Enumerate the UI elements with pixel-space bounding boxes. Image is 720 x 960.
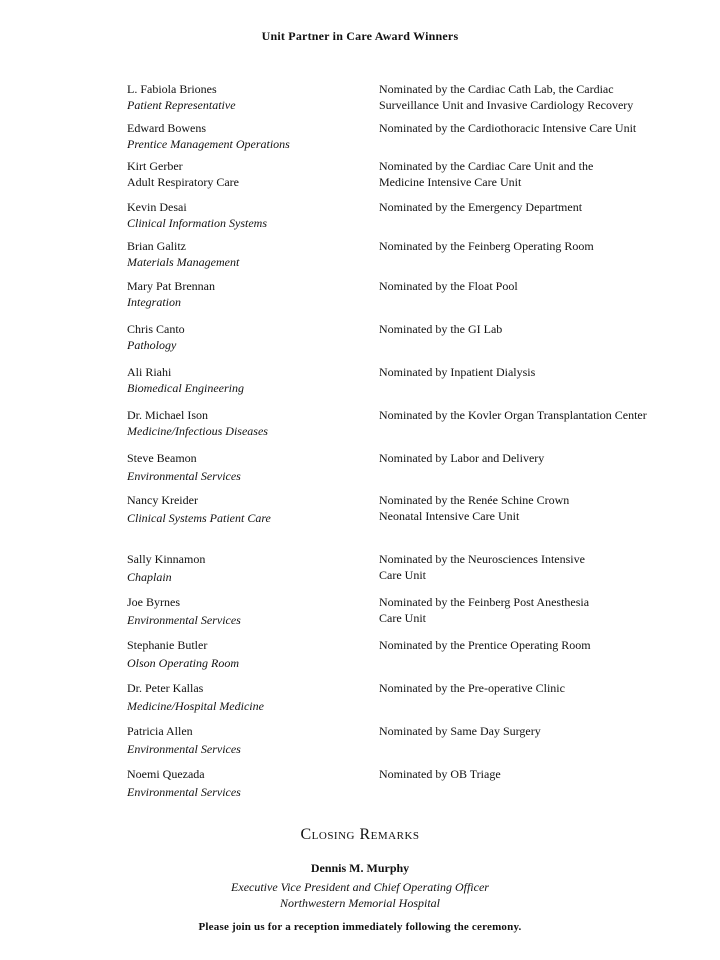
winner-name: L. Fabiola Briones: [127, 82, 217, 96]
nomination-line-1: Nominated by the Prentice Operating Room: [379, 638, 591, 652]
winner-name: Ali Riahi: [127, 365, 172, 379]
nomination-line-1: Nominated by the Float Pool: [379, 279, 518, 293]
winner-row: [0, 239, 720, 279]
winner-department: Environmental Services: [127, 742, 241, 756]
speaker-title: Executive Vice President and Chief Operating Officer: [231, 880, 489, 894]
winner-name: Mary Pat Brennan: [127, 279, 215, 293]
reception-invitation: Please join us for a reception immediately following the ceremony.: [198, 921, 522, 933]
nomination-line-1: Nominated by Labor and Delivery: [379, 451, 545, 465]
winner-name: Joe Byrnes: [127, 595, 180, 609]
nomination-line-1: Nominated by Same Day Surgery: [379, 724, 541, 738]
winner-row: [0, 767, 720, 807]
winner-row: [0, 638, 720, 678]
nomination-line-1: Nominated by the Cardiac Care Unit and the: [379, 159, 594, 173]
winner-row: [0, 159, 720, 199]
nomination-line-1: Nominated by the Cardiothoracic Intensive Care Unit: [379, 121, 637, 135]
winner-department: Environmental Services: [127, 469, 241, 483]
nomination-line-1: Nominated by the Cardiac Cath Lab, the Cardiac: [379, 82, 614, 96]
winner-department: Adult Respiratory Care: [127, 175, 239, 189]
winner-department: Environmental Services: [127, 785, 241, 799]
winner-row: [0, 681, 720, 721]
winner-row: [0, 595, 720, 635]
nomination-line-2: Care Unit: [379, 611, 426, 625]
nomination-line-2: Surveillance Unit and Invasive Cardiology Recovery: [379, 98, 634, 112]
winner-name: Patricia Allen: [127, 724, 193, 738]
nomination-line-1: Nominated by the Feinberg Post Anesthesia: [379, 595, 590, 609]
nomination-line-2: Medicine Intensive Care Unit: [379, 175, 522, 189]
nomination-line-2: Care Unit: [379, 568, 426, 582]
winner-name: Chris Canto: [127, 322, 185, 336]
nomination-line-1: Nominated by Inpatient Dialysis: [379, 365, 536, 379]
nomination-line-2: Neonatal Intensive Care Unit: [379, 509, 520, 523]
winner-department: Pathology: [127, 338, 177, 352]
winner-row: [0, 121, 720, 161]
winner-department: Medicine/Hospital Medicine: [127, 699, 264, 713]
winner-row: [0, 200, 720, 240]
winner-department: Patient Representative: [127, 98, 236, 112]
speaker-name: Dennis M. Murphy: [310, 861, 410, 875]
winner-department: Olson Operating Room: [127, 656, 239, 670]
nomination-line-1: Nominated by the Feinberg Operating Room: [379, 239, 594, 253]
winner-department: Biomedical Engineering: [127, 381, 244, 395]
winner-department: Chaplain: [127, 570, 172, 584]
winner-department: Materials Management: [127, 255, 240, 269]
winner-row: [0, 82, 720, 122]
winner-name: Nancy Kreider: [127, 493, 198, 507]
winner-row: [0, 322, 720, 362]
winner-name: Kirt Gerber: [127, 159, 183, 173]
winner-row: [0, 365, 720, 405]
winner-name: Sally Kinnamon: [127, 552, 206, 566]
nomination-line-1: Nominated by the Emergency Department: [379, 200, 583, 214]
winner-name: Brian Galitz: [127, 239, 186, 253]
winner-row: [0, 408, 720, 448]
winner-department: Clinical Information Systems: [127, 216, 267, 230]
nomination-line-1: Nominated by the Neurosciences Intensive: [379, 552, 585, 566]
winner-name: Edward Bowens: [127, 121, 206, 135]
winner-row: [0, 279, 720, 319]
winner-row: [0, 724, 720, 764]
winner-name: Dr. Michael Ison: [127, 408, 208, 422]
winner-name: Dr. Peter Kallas: [127, 681, 204, 695]
winner-department: Environmental Services: [127, 613, 241, 627]
nomination-line-1: Nominated by the Kovler Organ Transplantation Center: [379, 408, 647, 422]
nomination-line-1: Nominated by the Renée Schine Crown: [379, 493, 570, 507]
page-title: Unit Partner in Care Award Winners: [261, 29, 459, 43]
speaker-organization: Northwestern Memorial Hospital: [279, 896, 440, 910]
winner-name: Noemi Quezada: [127, 767, 205, 781]
winner-department: Medicine/Infectious Diseases: [127, 424, 268, 438]
winner-name: Steve Beamon: [127, 451, 197, 465]
winner-row: [0, 451, 720, 491]
winner-name: Kevin Desai: [127, 200, 187, 214]
winner-department: Integration: [127, 295, 181, 309]
winner-department: Clinical Systems Patient Care: [127, 511, 271, 525]
closing-remarks-heading: Closing Remarks: [300, 826, 420, 843]
nomination-line-1: Nominated by OB Triage: [379, 767, 501, 781]
winner-department: Prentice Management Operations: [127, 137, 290, 151]
winner-name: Stephanie Butler: [127, 638, 208, 652]
nomination-line-1: Nominated by the Pre-operative Clinic: [379, 681, 565, 695]
nomination-line-1: Nominated by the GI Lab: [379, 322, 503, 336]
winner-row: [0, 493, 720, 533]
winner-row: [0, 552, 720, 592]
